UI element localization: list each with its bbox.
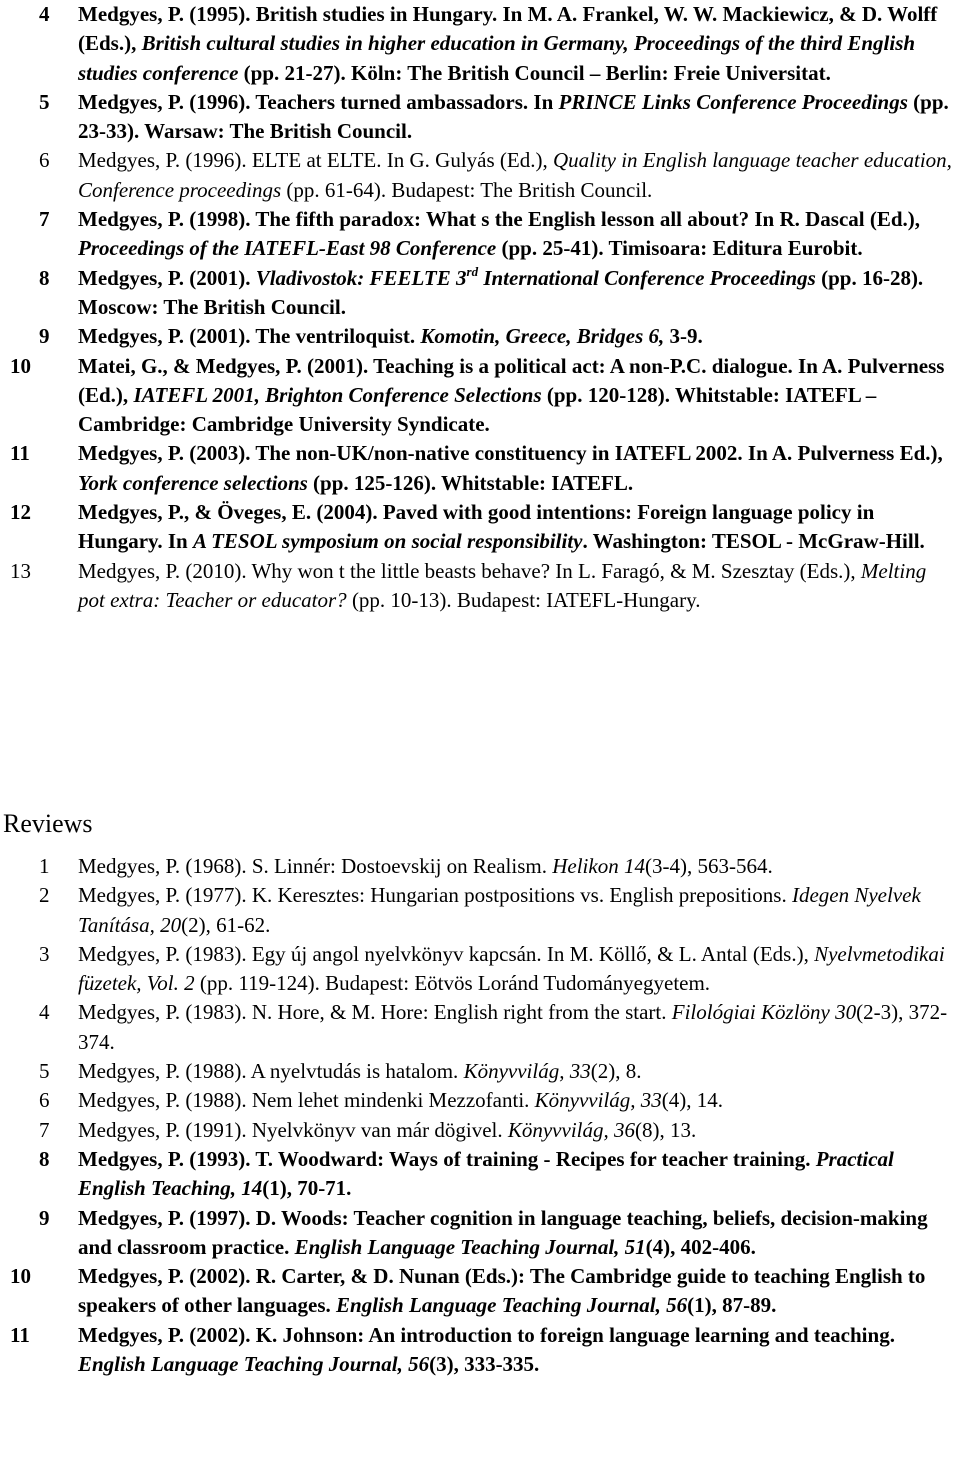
citation-title-text: Idegen Nyelvek Tanítása, 20 bbox=[78, 883, 921, 937]
citation-text: Medgyes, P. (1988). Nem lehet mindenki Mezzofanti. bbox=[78, 1088, 535, 1113]
citation-text: (4), 402-406. bbox=[645, 1234, 756, 1259]
citation-text: (pp. 119-124). Budapest: Eötvös Loránd Tudományegyetem. bbox=[194, 971, 711, 996]
citation-title-text: International Conference Proceedings bbox=[478, 265, 816, 290]
entry-number: 10 bbox=[10, 353, 31, 378]
citation-text: (pp. 10-13). Budapest: IATEFL-Hungary. bbox=[346, 587, 701, 612]
review-entry bbox=[0, 1321, 960, 1380]
entry-citation bbox=[78, 1321, 958, 1380]
publication-entry bbox=[0, 0, 960, 88]
citation-text: (pp. 21-27). Köln: The British Council – Berlin: Freie Universitat. bbox=[238, 60, 831, 85]
entry-citation bbox=[78, 557, 958, 616]
citation-text: (pp. 25-41). Timisoara: Editura Eurobit. bbox=[496, 236, 863, 261]
citation-text: Medgyes, P. (1993). T. Woodward: Ways of training - Recipes for teacher training. bbox=[78, 1146, 816, 1171]
review-entry bbox=[0, 852, 960, 881]
citation-title-text: Nyelvmetodikai füzetek, Vol. 2 bbox=[78, 941, 945, 996]
citation-text: Medgyes, P. (2001). bbox=[78, 265, 256, 290]
citation-title-text: Komotin, Greece, Bridges 6, bbox=[420, 324, 665, 349]
publication-entry bbox=[0, 557, 960, 616]
entry-citation bbox=[78, 1204, 958, 1263]
entry-citation bbox=[78, 0, 958, 88]
entry-number: 1 bbox=[39, 854, 50, 878]
reviews-heading: Reviews bbox=[3, 808, 93, 838]
citation-text: (pp. 61-64). Budapest: The British Council. bbox=[281, 177, 653, 202]
entry-citation bbox=[78, 88, 958, 147]
citation-title-text: English Language Teaching Journal, 56 bbox=[78, 1352, 430, 1377]
citation-text: 3-9. bbox=[664, 324, 703, 349]
entry-citation bbox=[78, 1262, 958, 1321]
citation-text: (3-4), 563-564. bbox=[644, 854, 773, 878]
citation-title-text: York conference selections bbox=[78, 470, 308, 495]
citation-text: Medgyes, P. (1983). Egy új angol nyelvkönyv kapcsán. In M. Köllő, & L. Antal (Eds.), bbox=[78, 941, 815, 966]
review-entry bbox=[0, 1086, 960, 1115]
citation-text: (2), 8. bbox=[590, 1059, 642, 1084]
citation-title-text: Könyvvilág, 36 bbox=[507, 1117, 635, 1142]
publication-entry bbox=[0, 352, 960, 440]
publication-entry bbox=[0, 498, 960, 557]
entry-number: 7 bbox=[39, 1117, 50, 1142]
publication-entry bbox=[0, 439, 960, 498]
citation-text: Medgyes, P. (2010). Why won t the little beasts behave? In L. Faragó, & M. Szesztay (Eds.), bbox=[78, 558, 861, 583]
entry-number: 5 bbox=[39, 89, 50, 114]
citation-text: (pp. 23-33). Warsaw: The British Council. bbox=[78, 89, 949, 144]
citation-text: Medgyes, P. (2002). R. Carter, & D. Nunan (Eds.): The Cambridge guide to teaching English to speakers of other languages. bbox=[78, 1264, 926, 1318]
entry-number: 4 bbox=[39, 2, 50, 26]
citation-title-text: Quality in English language teacher education, Conference proceedings bbox=[78, 148, 952, 202]
citation-text: (8), 13. bbox=[635, 1117, 697, 1142]
citation-text: Medgyes, P. (1997). D. Woods: Teacher cognition in language teaching, beliefs, decision-making and classroom practice. bbox=[78, 1205, 928, 1259]
entry-citation bbox=[78, 498, 958, 557]
entry-number: 6 bbox=[39, 148, 50, 173]
publication-entry bbox=[0, 88, 960, 147]
review-entry bbox=[0, 1145, 960, 1204]
citation-text: Medgyes, P. (1977). K. Keresztes: Hungarian postpositions vs. English prepositions. bbox=[78, 883, 792, 908]
citation-text: Medgyes, P. (1995). British studies in Hungary. In M. A. Frankel, W. W. Mackiewicz, & D. Wolff (Eds.), bbox=[78, 2, 938, 56]
citation-title-text: Könyvvilág, 33 bbox=[534, 1088, 662, 1113]
citation-title-text: Melting pot extra: Teacher or educator? bbox=[78, 558, 927, 612]
entry-number: 4 bbox=[39, 1000, 50, 1025]
citation-title-text: Vladivostok: FEELTE 3 bbox=[255, 265, 467, 290]
citation-text: Medgyes, P. (2001). The ventriloquist. bbox=[78, 324, 421, 349]
entry-citation bbox=[78, 940, 958, 999]
reviews-list bbox=[0, 852, 960, 1379]
publication-entry bbox=[0, 205, 960, 264]
citation-text: . Washington: TESOL - McGraw-Hill. bbox=[582, 529, 925, 554]
review-entry bbox=[0, 1057, 960, 1086]
review-entry bbox=[0, 998, 960, 1057]
entry-number: 11 bbox=[10, 441, 30, 466]
entry-citation bbox=[78, 439, 958, 498]
citation-title-text: Proceedings of the IATEFL-East 98 Conference bbox=[78, 236, 497, 261]
citation-text: Medgyes, P. (1996). ELTE at ELTE. In G. Gulyás (Ed.), bbox=[78, 148, 553, 173]
citation-text: Medgyes, P. (1988). A nyelvtudás is hatalom. bbox=[78, 1059, 464, 1084]
entry-citation bbox=[78, 352, 958, 440]
citation-title-text: English Language Teaching Journal, 56 bbox=[336, 1293, 688, 1318]
entry-citation bbox=[78, 1057, 958, 1086]
publication-list bbox=[0, 0, 960, 615]
entry-citation bbox=[78, 1116, 958, 1145]
publication-entry bbox=[0, 146, 960, 205]
entry-citation bbox=[78, 1086, 958, 1115]
entry-number: 2 bbox=[39, 883, 50, 908]
citation-text: Medgyes, P. (1998). The fifth paradox: What s the English lesson all about? In R. Dascal (Ed.), bbox=[78, 207, 921, 232]
entry-number: 3 bbox=[39, 941, 50, 966]
review-entry bbox=[0, 881, 960, 940]
entry-citation bbox=[78, 322, 958, 351]
review-entry bbox=[0, 940, 960, 999]
citation-text: Medgyes, P. (1991). Nyelvkönyv van már dögivel. bbox=[78, 1117, 508, 1142]
citation-text: (2-3), 372-374. bbox=[78, 1000, 948, 1054]
citation-text: Medgyes, P., & Öveges, E. (2004). Paved with good intentions: Foreign language policy in Hungary. In bbox=[78, 500, 875, 554]
citation-text: Medgyes, P. (1968). S. Linnér: Dostoevskij on Realism. bbox=[78, 854, 553, 878]
entry-citation bbox=[78, 1145, 958, 1204]
citation-text: Medgyes, P. (1996). Teachers turned ambassadors. In bbox=[78, 89, 559, 114]
citation-title-text: Helikon 14 bbox=[552, 854, 645, 878]
citation-text: Matei, G., & Medgyes, P. (2001). Teaching is a political act: A non-P.C. dialogue. In A. Pulverness (Ed.), bbox=[78, 353, 945, 407]
citation-text: (3), 333-335. bbox=[429, 1352, 540, 1377]
review-entry bbox=[0, 1262, 960, 1321]
entry-number: 13 bbox=[10, 558, 31, 583]
entry-number: 7 bbox=[39, 207, 50, 232]
publication-entry bbox=[0, 264, 960, 323]
review-entry bbox=[0, 1204, 960, 1263]
review-entry bbox=[0, 1116, 960, 1145]
entry-number: 8 bbox=[39, 265, 50, 290]
citation-title-text: A TESOL symposium on social responsibility bbox=[192, 529, 583, 554]
citation-text: (2), 61-62. bbox=[181, 912, 271, 937]
citation-title-text: British cultural studies in higher education in Germany, Proceedings of the third English studies conference bbox=[78, 31, 916, 85]
entry-number: 9 bbox=[39, 324, 50, 349]
entry-citation bbox=[78, 205, 958, 264]
citation-text: (pp. 16-28). Moscow: The British Council. bbox=[78, 265, 924, 319]
entry-number: 12 bbox=[10, 500, 31, 525]
citation-title-text: Filológiai Közlöny 30 bbox=[671, 1000, 857, 1025]
entry-citation bbox=[78, 998, 958, 1057]
citation-text: (pp. 120-128). Whitstable: IATEFL – Cambridge: Cambridge University Syndicate. bbox=[78, 382, 877, 437]
entry-number: 11 bbox=[10, 1322, 30, 1347]
citation-title-text: PRINCE Links Conference Proceedings bbox=[558, 89, 908, 114]
citation-text: Medgyes, P. (1983). N. Hore, & M. Hore: English right from the start. bbox=[78, 1000, 672, 1025]
citation-title-text: Könyvvilág, 33 bbox=[463, 1059, 591, 1084]
entry-citation bbox=[78, 881, 958, 940]
publication-entry bbox=[0, 322, 960, 351]
citation-title-text: Practical English Teaching, 14 bbox=[78, 1146, 894, 1201]
entry-citation bbox=[78, 264, 958, 323]
citation-title-text: English Language Teaching Journal, 51 bbox=[294, 1234, 646, 1259]
entry-number: 10 bbox=[10, 1264, 31, 1289]
entry-number: 6 bbox=[39, 1088, 50, 1113]
citation-text: Medgyes, P. (2003). The non-UK/non-native constituency in IATEFL 2002. In A. Pulverness Ed.), bbox=[78, 441, 943, 466]
citation-text: Medgyes, P. (2002). K. Johnson: An introduction to foreign language learning and teaching. bbox=[78, 1322, 895, 1347]
citation-title-text: rd bbox=[466, 263, 479, 279]
citation-text: (pp. 125-126). Whitstable: IATEFL. bbox=[307, 470, 634, 495]
entry-citation bbox=[78, 146, 958, 205]
citation-text: (1), 70-71. bbox=[262, 1176, 352, 1201]
citation-title-text: IATEFL 2001, Brighton Conference Selections bbox=[133, 382, 542, 407]
citation-text: (1), 87-89. bbox=[687, 1293, 777, 1318]
entry-number: 9 bbox=[39, 1205, 50, 1230]
entry-number: 5 bbox=[39, 1059, 50, 1084]
entry-citation bbox=[78, 852, 958, 881]
citation-text: (4), 14. bbox=[661, 1088, 724, 1113]
entry-number: 8 bbox=[39, 1146, 50, 1171]
